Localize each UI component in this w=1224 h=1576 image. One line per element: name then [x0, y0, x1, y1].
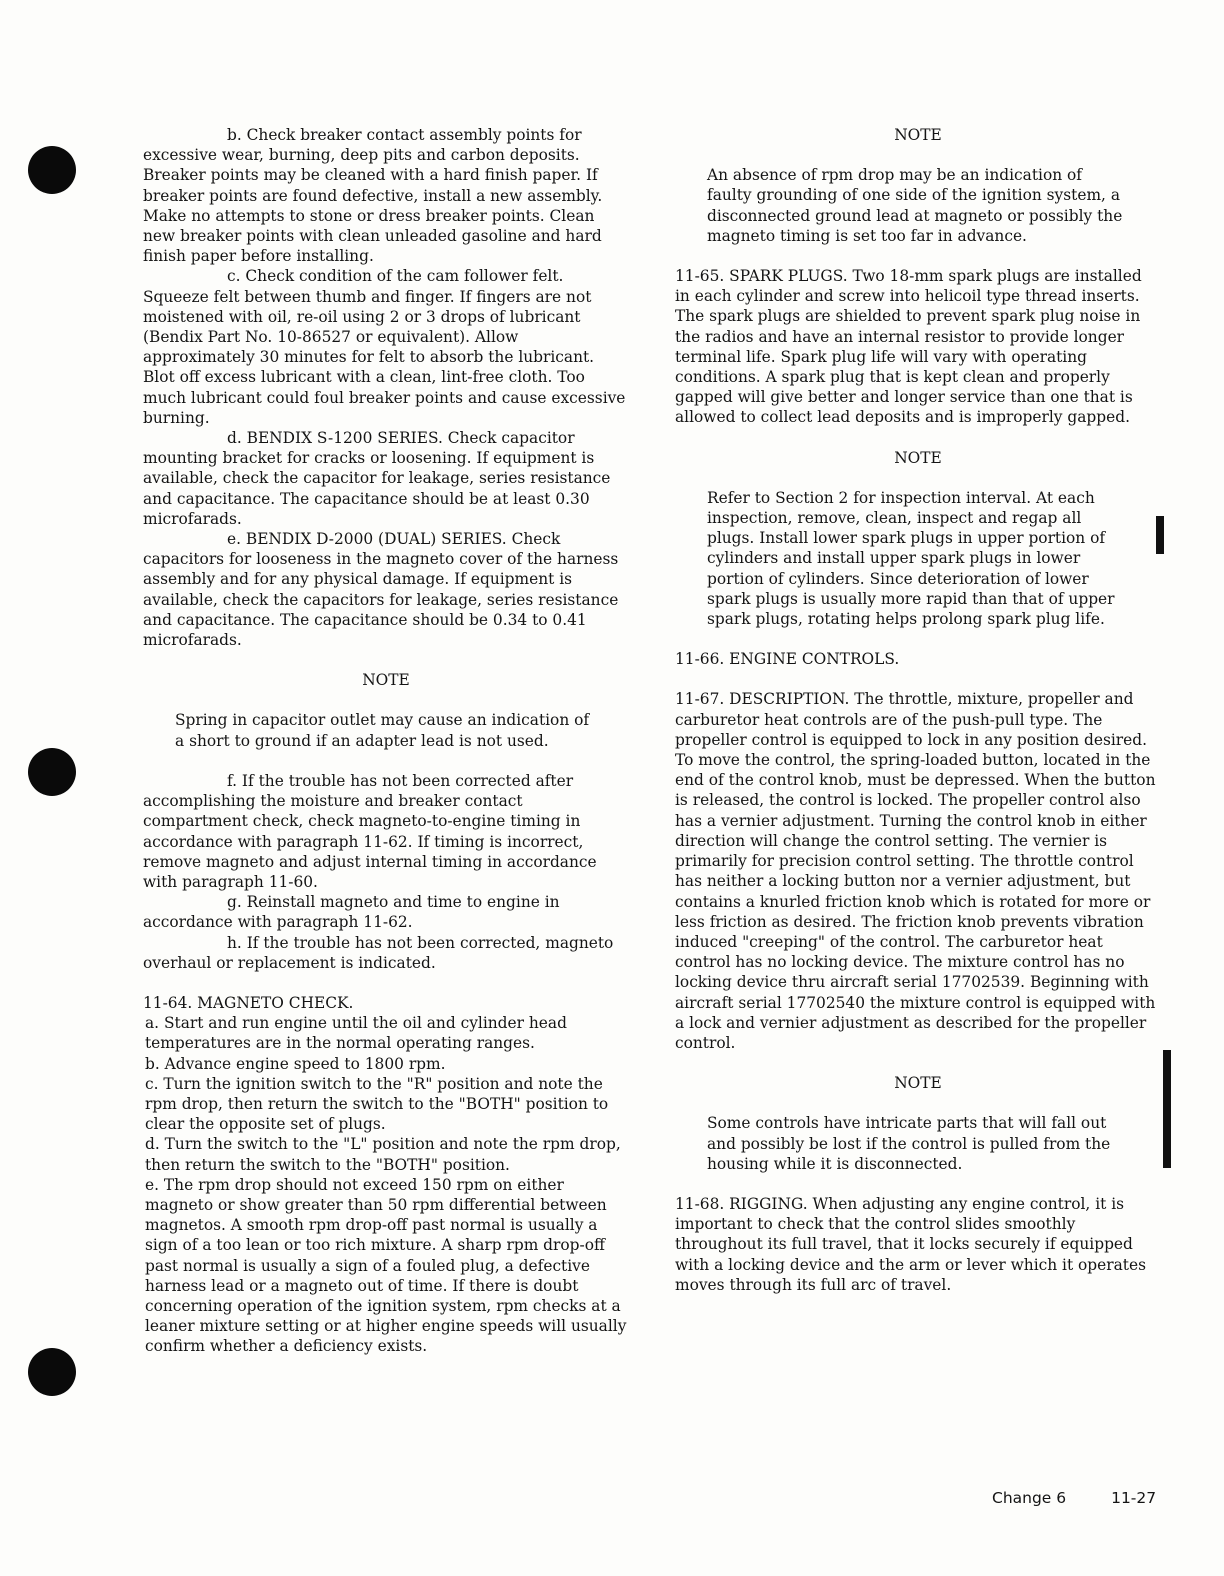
paragraph-c: c. Check condition of the cam follower felt. Squeeze felt between thumb and finger. If fingers are not moistened with oil, re-oil using 2 or 3 drops of lubricant (Bendix Part No. 10-86527 or equivalent). Allow approximately 30 minutes for felt to absorb the lubricant. Blot off excess lubricant with a clean, lint-free cloth. Too much lubricant could foul breaker points and cause excessive burning.: [143, 267, 626, 427]
change-number: Change 6: [992, 1489, 1067, 1507]
paragraph-b: b. Check breaker contact assembly points for excessive wear, burning, deep pits and carbon deposits. Breaker points may be cleaned with a hard finish paper. If breaker points are found defective, install a new assembly. Make no attempts to stone or dress breaker points. Clean new breaker points with clean unleaded gasoline and hard finish paper before installing.: [143, 126, 603, 266]
paragraph-g: g. Reinstall magneto and time to engine in accordance with paragraph 11-62.: [143, 893, 560, 932]
paragraph-e: e. BENDIX D-2000 (DUAL) SERIES. Check capacitors for looseness in the magneto cover of the harness assembly and for any physical damage. If equipment is available, check the capacitors for leakage, series resistance and capacitance. The capacitance should be 0.34 to 0.41 microfarads.: [143, 530, 619, 650]
paragraph-d: d. BENDIX S-1200 SERIES. Check capacitor mounting bracket for cracks or loosening. If equipment is available, check the capacitor for leakage, series resistance and capacitance. The capacitance should be at least 0.30 microfarads.: [143, 429, 611, 528]
binder-hole: [28, 146, 76, 194]
section-11-65-spark-plugs: 11-65. SPARK PLUGS. Two 18-mm spark plugs are installed in each cylinder and screw into helicoil type thread inserts. The spark plugs are shielded to prevent spark plug noise in the radios and have an internal resistor to provide longer terminal life. Spark plug life will vary with operating conditions. A spark plug that is kept clean and properly gapped will give better and longer service than one that is allowed to collect lead deposits and is improperly gapped.: [675, 267, 1142, 427]
paragraph-f: f. If the trouble has not been corrected after accomplishing the moisture and breaker contact compartment check, check magneto-to-engine timing in accordance with paragraph 11-62. If timing is incorrect, remove magneto and adjust internal timing in accordance with paragraph 11-60.: [143, 771, 597, 891]
note-title: NOTE: [362, 671, 410, 690]
note-title: NOTE: [894, 1074, 942, 1093]
magneto-check-step-c: c. Turn the ignition switch to the "R" position and note the rpm drop, then return the switch to the "BOTH" position to clear the opposite set of plugs.: [145, 1074, 609, 1134]
note-title: NOTE: [894, 126, 942, 144]
page-footer: [992, 1488, 1156, 1508]
note-title: NOTE: [894, 448, 942, 467]
paragraph-h: h. If the trouble has not been corrected, magneto overhaul or replacement is indicated.: [143, 933, 614, 972]
magneto-check-step-e: e. The rpm drop should not exceed 150 rpm on either magneto or show greater than 50 rpm differential between magnetos. A smooth rpm drop-off past normal is usually a sign of a too lean or too rich mixture. A sharp rpm drop-off past normal is usually a sign of a fouled plug, a defective harness lead or a magneto out of time. If there is doubt concerning operation of the ignition system, rpm checks at a leaner mixture setting or at higher engine speeds will usually confirm whether a deficiency exists.: [145, 1175, 627, 1356]
magneto-check-step-d: d. Turn the switch to the "L" position and note the rpm drop, then return the switch to the "BOTH" position.: [145, 1135, 621, 1174]
note-text: An absence of rpm drop may be an indication of faulty grounding of one side of the ignition system, a disconnected ground lead at magneto or possibly the magneto timing is set too far in advance.: [707, 166, 1123, 245]
note-text: Refer to Section 2 for inspection interval. At each inspection, remove, clean, inspect and regap all plugs. Install lower spark plugs in upper portion of cylinders and install upper spark plugs in lower portion of cylinders. Since deterioration of lower spark plugs is usually more rapid than that of upper spark plugs, rotating helps prolong spark plug life.: [707, 488, 1115, 629]
right-column: [675, 125, 1161, 1295]
page-number: 11-27: [1111, 1489, 1157, 1507]
section-heading-11-66: 11-66. ENGINE CONTROLS.: [675, 650, 900, 669]
magneto-check-step-b: b. Advance engine speed to 1800 rpm.: [145, 1054, 446, 1073]
section-heading-11-64: 11-64. MAGNETO CHECK.: [143, 993, 354, 1012]
section-11-67-description: 11-67. DESCRIPTION. The throttle, mixture, propeller and carburetor heat controls are of the push-pull type. The propeller control is equipped to lock in any position desired. To move the control, the spring-loaded button, located in the end of the control knob, must be depressed. When the button is released, the control is locked. The propeller control also has a vernier adjustment. Turning the control knob in either direction will change the control setting. The vernier is primarily for precision control setting. The throttle control has neither a locking button nor a vernier adjustment, but contains a knurled friction knob which is rotated for more or less friction as desired. The friction knob prevents vibration induced "creeping" of the control. The carburetor heat control has no locking device. The mixture control has no locking device thru aircraft serial 17702539. Beginning with aircraft serial 17702540 the mixture control is equipped with a lock and vernier adjustment as described for the propeller control.: [675, 690, 1156, 1052]
change-bar: [1163, 1050, 1171, 1168]
section-11-68-rigging: 11-68. RIGGING. When adjusting any engine control, it is important to check that the control slides smoothly throughout its full travel, that it locks securely if equipped with a locking device and the arm or lever which it operates moves through its full arc of travel.: [675, 1194, 1146, 1294]
note-text: Some controls have intricate parts that will fall out and possibly be lost if the control is pulled from the housing while it is disconnected.: [707, 1114, 1111, 1173]
magneto-check-step-a: a. Start and run engine until the oil and cylinder head temperatures are in the normal operating ranges.: [145, 1014, 567, 1053]
binder-hole: [28, 1348, 76, 1396]
left-column: [143, 125, 629, 1357]
binder-hole: [28, 748, 76, 796]
note-text: Spring in capacitor outlet may cause an indication of a short to ground if an adapter lead is not used.: [175, 711, 590, 750]
